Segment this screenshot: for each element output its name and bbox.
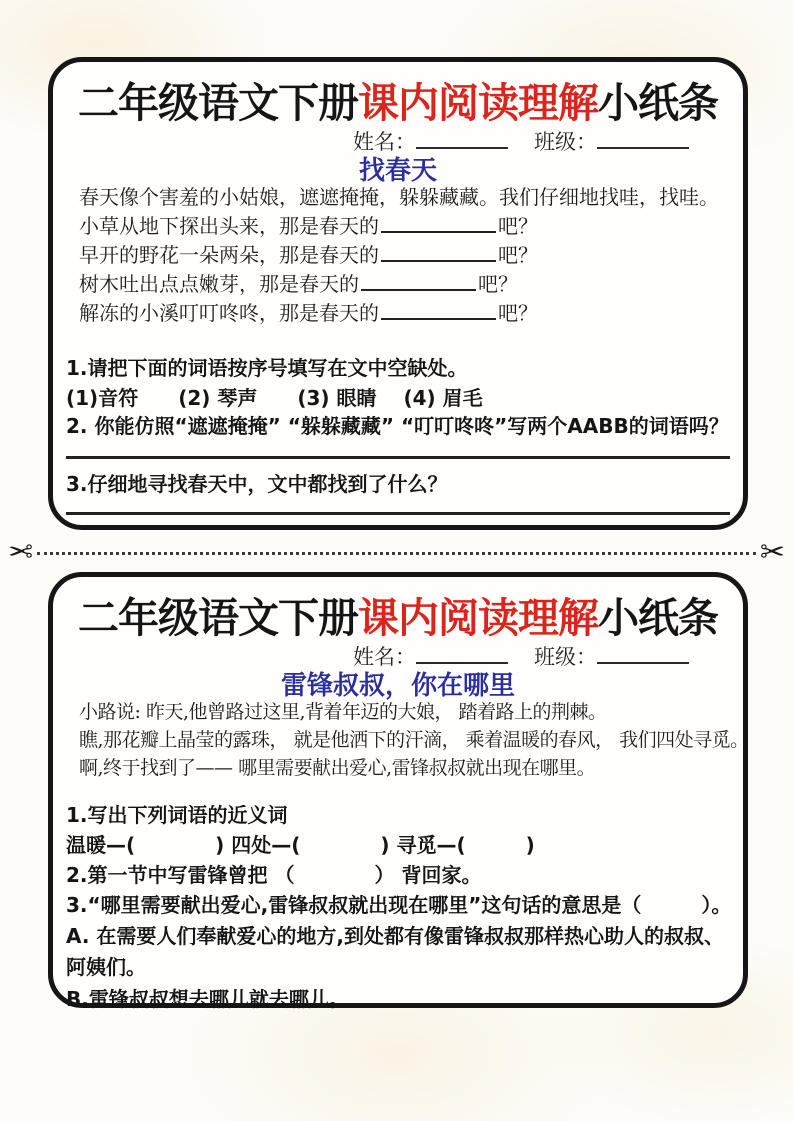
question-2: 2. 你能仿照“遮遮掩掩” “躲躲藏藏” “叮叮咚咚”写两个AABB的词语吗？ bbox=[66, 414, 729, 438]
title-highlight-text: 课内阅读理解 bbox=[358, 79, 598, 127]
fill-blank-line bbox=[381, 304, 496, 320]
scissors-icon: ✂ bbox=[759, 535, 785, 570]
question-3: 3.仔细地寻找春天中，文中都找到了什么？ bbox=[66, 472, 448, 496]
passage-line: 小路说: 昨天,他曾路过这里,背着年迈的大娘， 踏着路上的荆棘。 bbox=[79, 701, 607, 723]
name-blank-line bbox=[416, 648, 508, 664]
passage-line bbox=[79, 299, 731, 328]
class-blank-line bbox=[597, 133, 689, 149]
name-label: 姓名： bbox=[353, 130, 416, 154]
passage-line bbox=[79, 270, 731, 299]
passage-line-suffix: 吧？ bbox=[498, 243, 538, 267]
passage-line-suffix: 吧？ bbox=[478, 272, 518, 296]
answer-line bbox=[66, 512, 730, 515]
answer-line bbox=[66, 456, 730, 459]
passage-line-text: 小草从地下探出头来，那是春天的 bbox=[79, 214, 379, 238]
title-tail-text: 小纸条 bbox=[598, 79, 718, 127]
passage-line bbox=[79, 212, 731, 241]
title-tail-text: 小纸条 bbox=[598, 594, 718, 642]
option-a-text: A. 在需要人们奉献爱心的地方,到处都有像雷锋叔叔那样热心助人的叔叔、 阿姨们。 bbox=[66, 924, 725, 979]
scissors-icon: ✂ bbox=[8, 535, 34, 570]
passage-line-text: 早开的野花一朵两朵，那是春天的 bbox=[79, 243, 379, 267]
question-3: 3.“哪里需要献出爱心,雷锋叔叔就出现在哪里”这句话的意思是（ ）。 bbox=[66, 893, 732, 917]
passage-line-suffix: 吧？ bbox=[498, 301, 538, 325]
class-label: 班级： bbox=[534, 130, 597, 154]
fill-blank-line bbox=[381, 246, 496, 262]
passage-title: 找春天 bbox=[358, 156, 437, 186]
worksheet-card-bottom bbox=[48, 572, 749, 1011]
passage-line: 啊,终于找到了—— 哪里需要献出爱心,雷锋叔叔就出现在哪里。 bbox=[79, 757, 596, 779]
name-blank-line bbox=[416, 133, 508, 149]
passage-line-suffix: 吧？ bbox=[498, 214, 538, 238]
option-b-text: B.雷锋叔叔想去哪儿就去哪儿。 bbox=[66, 987, 349, 1011]
fill-blank-line bbox=[361, 275, 476, 291]
passage-line: 春天像个害羞的小姑娘，遮遮掩掩，躲躲藏藏。我们仔细地找哇，找哇。 bbox=[79, 185, 719, 209]
passage-line-text: 树木吐出点点嫩芽，那是春天的 bbox=[79, 272, 359, 296]
dotted-cut-line bbox=[37, 552, 756, 555]
passage-line-text: 解冻的小溪叮叮咚咚，那是春天的 bbox=[79, 301, 379, 325]
worksheet-title bbox=[53, 70, 743, 129]
title-highlight-text: 课内阅读理解 bbox=[358, 594, 598, 642]
passage-text bbox=[79, 183, 731, 328]
title-grade-text: 二年级语文下册 bbox=[78, 79, 358, 127]
cut-divider bbox=[8, 536, 785, 570]
question-1-blanks: 温暖—( ) 四处—( ) 寻觅—( ) bbox=[66, 833, 535, 857]
passage-title: 雷锋叔叔，你在哪里 bbox=[280, 671, 515, 701]
fill-blank-line bbox=[381, 217, 496, 233]
passage-text bbox=[79, 698, 749, 782]
passage-line bbox=[79, 241, 731, 270]
title-grade-text: 二年级语文下册 bbox=[78, 594, 358, 642]
question-1-options: (1)音符 (2) 琴声 (3) 眼睛 (4) 眉毛 bbox=[66, 386, 483, 410]
question-1: 1.请把下面的词语按序号填写在文中空缺处。 bbox=[66, 356, 468, 380]
question-2: 2.第一节中写雷锋曾把 （ ） 背回家。 bbox=[66, 863, 482, 887]
worksheet-card-top bbox=[48, 57, 748, 530]
worksheet-title bbox=[53, 585, 743, 644]
name-label: 姓名： bbox=[353, 645, 416, 669]
question-1: 1.写出下列词语的近义词 bbox=[66, 803, 288, 827]
class-blank-line bbox=[597, 648, 689, 664]
class-label: 班级： bbox=[534, 645, 597, 669]
passage-line: 瞧,那花瓣上晶莹的露珠， 就是他洒下的汗滴， 乘着温暖的春风， 我们四处寻觅。 bbox=[79, 729, 749, 751]
